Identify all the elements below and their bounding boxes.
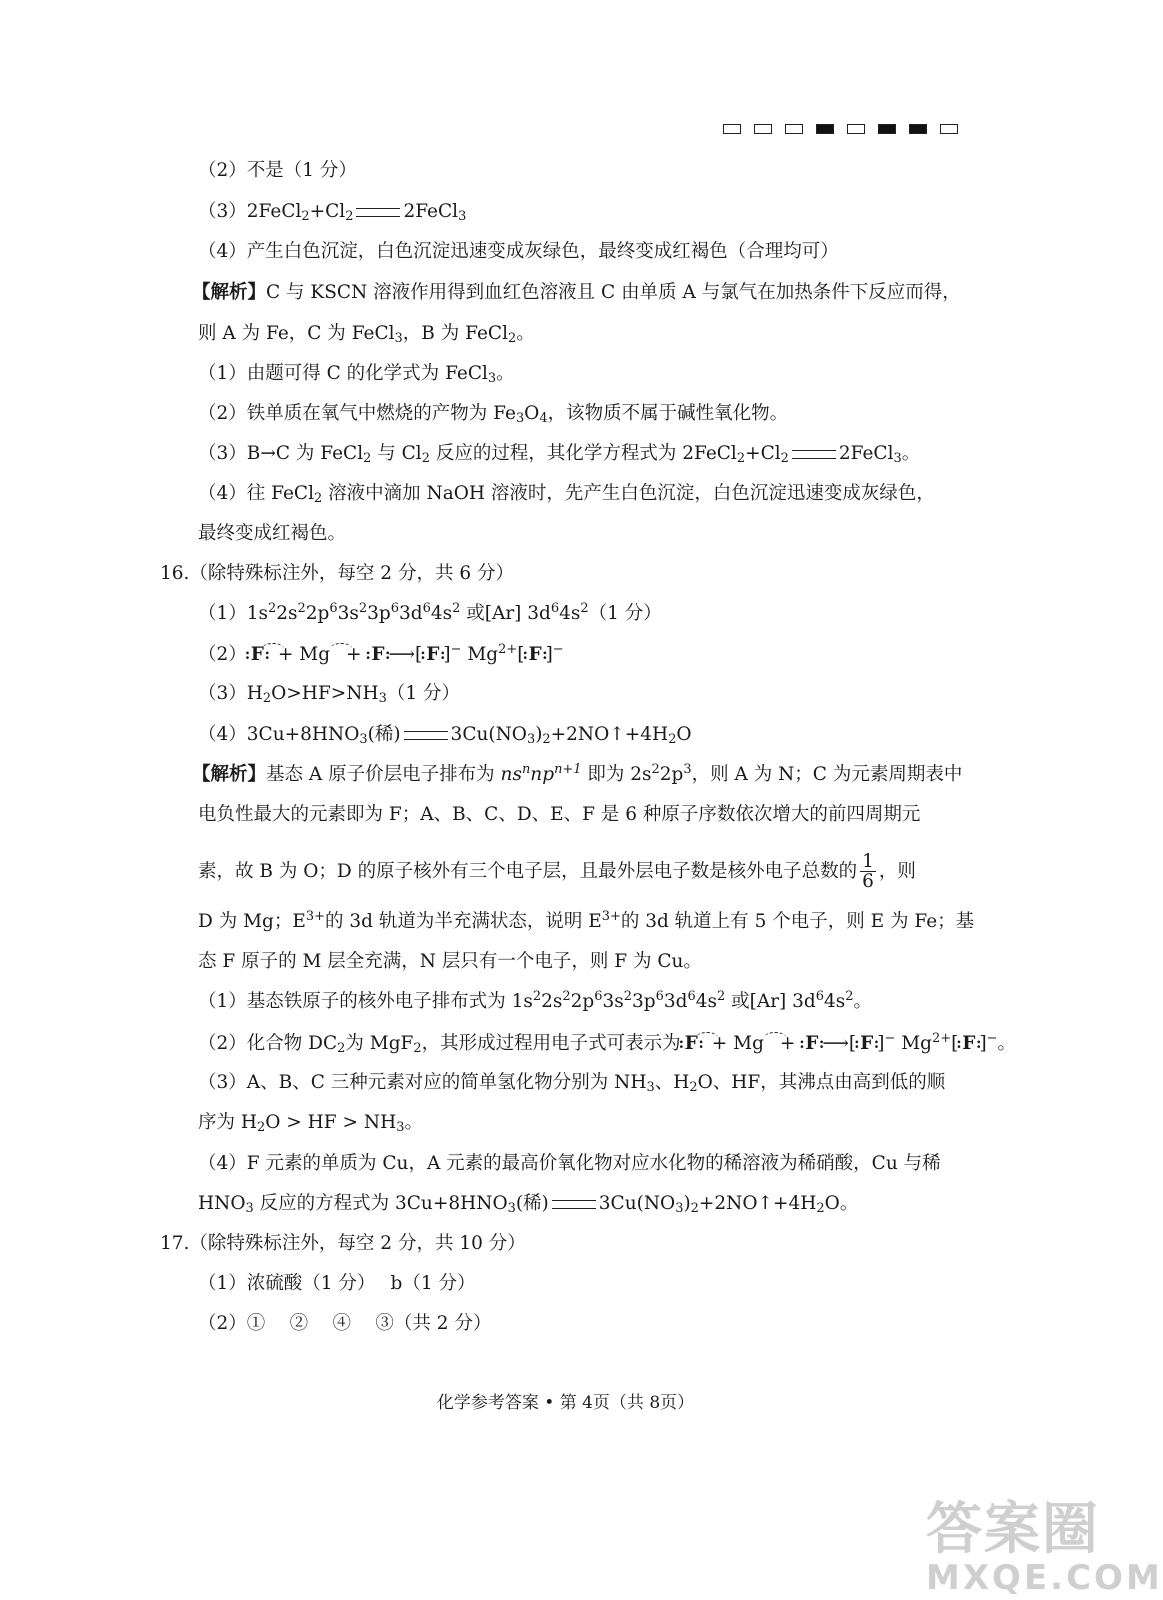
q16-answer-4: $(4)3Cu+8HNO_3$(稀) $3Cu(NO_3)_2+2NO↑+4H_2O$ <box>198 724 692 748</box>
q16-answer-1: $(1)1s^22s^22p^63s^23p^63d^64s^2$ 或[Ar] $3d^64s^2(1$ 分） <box>198 600 662 624</box>
q16-analysis-4: D 为 Mg；$E^{3+}$的 3d 轨道为半充满状态，说明 $E^{3+}$的 3d 轨道上有 5 个电子，则 E 为 Fe；基 <box>198 908 975 932</box>
q15-explain-2: （2）铁单质在氧气中燃烧的产物为 $Fe_3O_4$，该物质不属于碱性氧化物。 <box>198 403 789 427</box>
q15-explain-4-cont: 最终变成红褐色。 <box>198 523 347 544</box>
q16-explain-2: （2）化合物 $DC_2$为 MgF$_2$，其形成过程用电子式可表示为: F : + Mg + : F : ⟶[: F : ]− $Mg^{2+}$[: F : ]−。 <box>198 1032 1016 1055</box>
q17-answer-1: （1）浓硫酸（1 分） b（1 分） <box>198 1273 476 1294</box>
header-mark <box>754 124 772 134</box>
q15-explain-3: （3）B→C 为 FeCl$_2$ 与 $Cl_2$ 反应的过程，其化学方程式为 $2FeCl_2+Cl_2$ 2FeCl$_3$。 <box>198 443 921 467</box>
header-mark <box>723 124 741 134</box>
q16-explain-3: （3）A、B、C 三种元素对应的简单氢化物分别为 $NH_3$、$H_2O$、HF，其沸点由高到低的顺 <box>198 1072 946 1096</box>
header-mark <box>847 124 865 134</box>
q17-answer-2: （2）① ② ④ ③（共 2 分） <box>198 1313 492 1334</box>
q15-analysis: 【解析】C 与 KSCN 溶液作用得到血红色溶液且 C 由单质 A 与氯气在加热条件下反应而得， <box>192 282 961 303</box>
q16-explain-3-cont: 序为 $H_2O$ > HF > $NH_3$。 <box>198 1112 423 1136</box>
header-mark <box>878 124 896 134</box>
q16-analysis-2: 电负性最大的元素即为 F；A、B、C、D、E、F 是 6 种原子序数依次增大的前四周期元 <box>198 804 921 825</box>
q16-analysis-3: 素，故 B 为 O；D 的原子核外有三个电子层，且最外层电子数是核外电子总数的 $\frac{1}{6}$ ，则 <box>198 851 916 893</box>
q15-explain-4: （4）往 FeCl$_2$ 溶液中滴加 NaOH 溶液时，先产生白色沉淀，白色沉淀迅速变成灰绿色， <box>198 483 935 507</box>
q15-answer-4: （4）产生白色沉淀，白色沉淀迅速变成灰绿色，最终变成红褐色（合理均可） <box>198 241 839 262</box>
q16-analysis: 【解析】基态 A 原子价层电子排布为 $ns^nnp^{n+1}$ 即为 $2s^22p^3$，则 A 为 N；C 为元素周期表中 <box>192 761 963 785</box>
header-mark <box>816 124 834 134</box>
header-mark <box>785 124 803 134</box>
q16-explain-4: （4）F 元素的单质为 Cu，A 元素的最高价氧化物对应水化物的稀溶液为稀硝酸，Cu 与稀 <box>198 1153 941 1174</box>
q16-title: 16.（除特殊标注外，每空 2 分，共 6 分） <box>160 563 514 584</box>
q16-analysis-5: 态 F 原子的 M 层全充满，N 层只有一个电子，则 F 为 Cu。 <box>198 951 702 972</box>
q15-answer-3: $(3)2FeCl_2+Cl_2$ 2FeCl$_3$ <box>198 201 467 225</box>
q15-answer-2: （2）不是（1 分） <box>198 160 357 181</box>
q16-answer-3: $(3)H_2O>HF>NH_3(1$ 分） <box>198 683 460 707</box>
q15-analysis-cont: 则 A 为 Fe，C 为 FeCl$_3$，B 为 FeCl$_2$。 <box>198 323 535 347</box>
q15-explain-1: （1）由题可得 C 的化学式为 FeCl$_3$。 <box>198 363 515 387</box>
watermark-logo: 答案圈 MXQE.COM <box>926 1497 1163 1598</box>
header-mark <box>940 124 958 134</box>
fraction: $\frac{1}{6}$ <box>862 851 874 893</box>
q16-answer-2: （2）: F : + Mg + : F : ⟶[: F : ]− $Mg^{2+}$[: F : ]− <box>198 643 564 666</box>
q17-title: 17.（除特殊标注外，每空 2 分，共 10 分） <box>160 1233 526 1254</box>
q16-explain-4-cont: $HNO_3$ 反应的方程式为 $3Cu+8HNO_3$(稀) $3Cu(NO_3)_2+2NO↑+4H_2O$。 <box>198 1193 859 1217</box>
page-footer: 化学参考答案 • 第 4页（共 8页） <box>436 1393 695 1413</box>
q16-explain-1: （1）基态铁原子的核外电子排布式为 $1s^22s^22p^63s^23p^63d^64s^2$ 或[Ar] $3d^64s^2$。 <box>198 988 872 1012</box>
header-mark <box>909 124 927 134</box>
